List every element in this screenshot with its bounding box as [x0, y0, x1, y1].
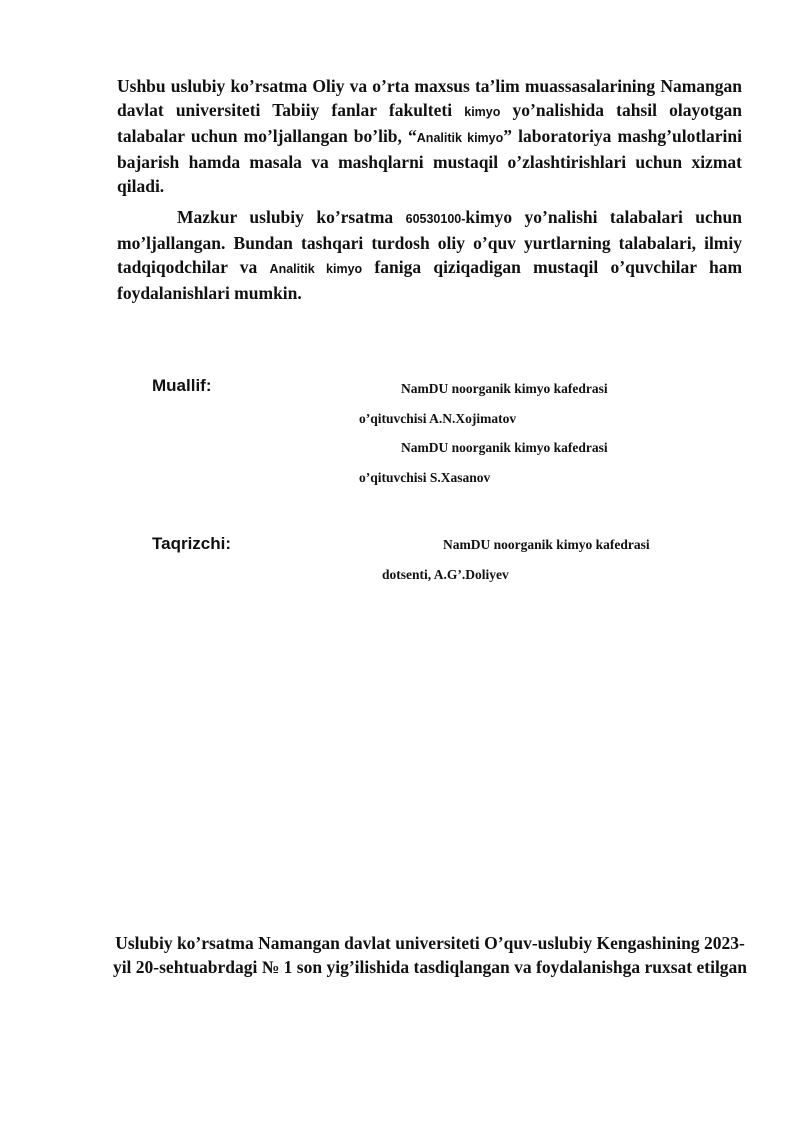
- author2-department: NamDU noorganik kimyo kafedrasi: [401, 440, 608, 455]
- intro-paragraph-1: [117, 74, 742, 198]
- author1-department: NamDU noorganik kimyo kafedrasi: [401, 381, 608, 396]
- intro-p1-text-2: yo’nalishida tahsil olayotgan talabalar uchun mo’ljallangan bo’lib, “: [117, 100, 743, 146]
- intro-p2-subject: Analitik kimyo: [269, 262, 363, 276]
- intro-paragraph-2: [117, 205, 742, 305]
- intro-p1-text-3: ” laboratoriya mashg’ulotlarini bajarish hamda masala va mashqlarni mustaqil o’zlashtirishlari uchun xizmat qiladi.: [117, 126, 742, 196]
- author2-name: o’qituvchisi S.Xasanov: [359, 470, 491, 485]
- reviewer-department: NamDU noorganik kimyo kafedrasi: [443, 537, 650, 552]
- intro-p2-text-1: Mazkur uslubiy ko’rsatma: [177, 207, 394, 227]
- reviewer-label: Taqrizchi:: [152, 534, 232, 553]
- intro-p2-text-2: kimyo yo’nalishi talabalari uchun mo’ljallangan. Bundan tashqari turdosh oliy o’quv yurtlarning talabalari, ilmiy tadqiqodchilar va: [117, 207, 743, 277]
- intro-p1-subject: Analitik kimyo: [416, 131, 504, 145]
- reviewer-name: dotsenti, A.G’.Doliyev: [382, 567, 509, 582]
- intro-p2-text-3: faniga qiziqadigan mustaqil o’quvchilar ham foydalanishlari mumkin.: [117, 257, 743, 303]
- intro-p1-kimyo: kimyo: [464, 105, 501, 119]
- intro-p2-code: 60530100-: [405, 212, 466, 226]
- author-label: Muallif:: [152, 376, 212, 395]
- intro-p1-text-1: Ushbu uslubiy ko’rsatma Oliy va o’rta maxsus ta’lim muassasalarining Namangan davlat universiteti Tabiiy fanlar fakulteti: [117, 76, 742, 120]
- author1-name: o’qituvchisi A.N.Xojimatov: [359, 411, 517, 426]
- approval-note: Uslubiy ko’rsatma Namangan davlat universiteti O’quv-uslubiy Kengashining 2023-yil 20-sehtuabrdagi № 1 son yig’ilishida tasdiqlangan va foydalanishga ruxsat etilgan: [112, 933, 748, 977]
